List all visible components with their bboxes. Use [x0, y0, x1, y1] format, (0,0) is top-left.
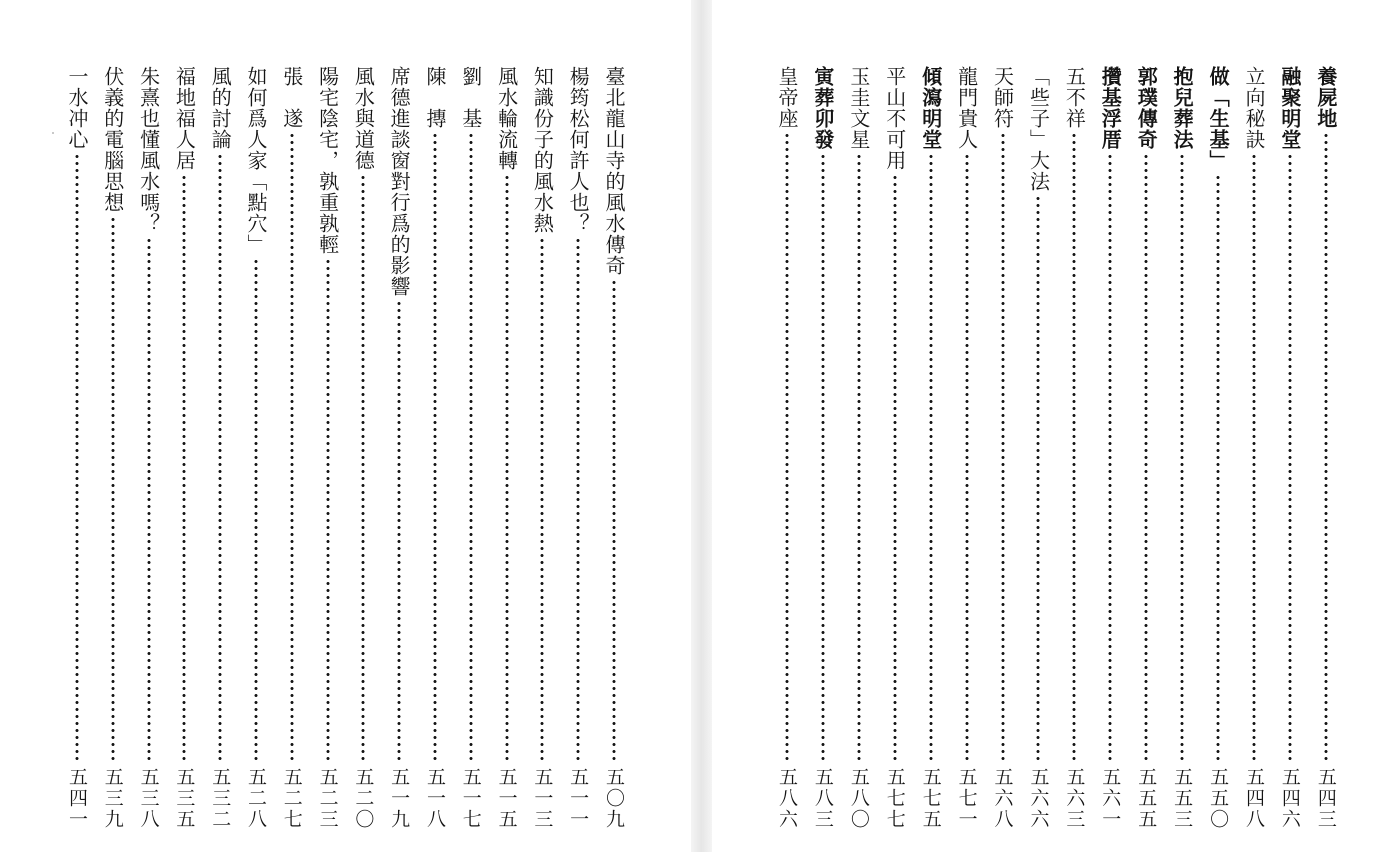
- dot-leader: [540, 237, 544, 763]
- toc-entry-title: 「些子」大法: [1026, 66, 1051, 192]
- dot-leader: [147, 237, 151, 763]
- toc-entry[interactable]: [458, 66, 484, 830]
- toc-entry[interactable]: [529, 66, 555, 830]
- toc-entry-title: 陳 摶: [422, 66, 447, 129]
- dot-leader: [254, 258, 258, 763]
- dot-leader: [469, 132, 473, 763]
- toc-entry-title: 臺北龍山寺的風水傳奇: [601, 66, 626, 276]
- dot-leader: [433, 132, 437, 763]
- toc-entry-title: 風水輪流轉: [494, 66, 519, 171]
- toc-entry[interactable]: [1133, 66, 1159, 830]
- toc-entry-page-number: 五四八: [1242, 767, 1265, 830]
- dot-leader: [182, 174, 186, 763]
- toc-entry[interactable]: [171, 66, 197, 830]
- toc-entry[interactable]: [810, 66, 836, 830]
- right-page: [712, 0, 1381, 852]
- toc-entry-title: 張 遂: [279, 66, 304, 129]
- toc-entry-page-number: 五三九: [101, 767, 124, 830]
- toc-entry-title: 知識份子的風水熱: [530, 66, 555, 234]
- toc-entry[interactable]: [315, 66, 341, 830]
- toc-entry[interactable]: [1313, 66, 1339, 830]
- dot-leader: [1216, 174, 1220, 763]
- toc-entry-title: 郭璞傳奇: [1134, 66, 1159, 150]
- toc-entry[interactable]: [846, 66, 872, 830]
- dot-leader: [1180, 153, 1184, 763]
- toc-entry[interactable]: [207, 66, 233, 830]
- toc-entry-title: 立向秘訣: [1241, 66, 1266, 150]
- toc-entry[interactable]: [422, 66, 448, 830]
- toc-entry-page-number: 五三二: [209, 767, 232, 830]
- toc-entry-page-number: 五八三: [811, 767, 834, 830]
- toc-entry-title: 席德進談窗對行爲的影響: [387, 66, 412, 297]
- toc-entry-page-number: 五一一: [567, 767, 590, 830]
- toc-entry[interactable]: [350, 66, 376, 830]
- toc-entry-page-number: 五四三: [1314, 767, 1337, 830]
- toc-entry-title: 如何爲人家「點穴」: [243, 66, 268, 255]
- toc-entry-title: 傾瀉明堂: [918, 66, 943, 150]
- toc-entry-page-number: 五八六: [776, 767, 798, 830]
- dot-leader: [1144, 153, 1148, 763]
- toc-entry-page-number: 五六六: [1027, 767, 1050, 830]
- toc-entry-page-number: 五七五: [919, 767, 942, 830]
- toc-entry[interactable]: [494, 66, 520, 830]
- toc-entry-page-number: 五〇九: [602, 767, 625, 830]
- toc-entry-page-number: 五二七: [280, 767, 303, 830]
- dot-leader: [1072, 132, 1076, 763]
- dot-leader: [929, 153, 933, 763]
- toc-entry-page-number: 五五〇: [1207, 767, 1230, 830]
- dot-leader: [1036, 195, 1040, 763]
- toc-entry[interactable]: [279, 66, 305, 830]
- toc-entry[interactable]: [774, 66, 800, 830]
- dot-leader: [326, 258, 330, 763]
- toc-entry-title: 養屍地: [1313, 66, 1338, 129]
- dot-leader: [576, 237, 580, 763]
- dot-leader: [361, 174, 365, 763]
- dot-leader: [75, 153, 79, 763]
- toc-entry[interactable]: [954, 66, 980, 830]
- toc-entry-page-number: 五六三: [1063, 767, 1086, 830]
- toc-column-list: [64, 66, 627, 830]
- toc-entry-page-number: 五一七: [459, 767, 482, 830]
- toc-entry-page-number: 五七一: [955, 767, 978, 830]
- toc-entry-title: 做「生基」: [1206, 66, 1231, 171]
- toc-entry-title: 風的討論: [208, 66, 233, 150]
- dot-leader: [1252, 153, 1256, 763]
- toc-entry-title: 天師符: [990, 66, 1015, 129]
- book-gutter: [691, 0, 712, 852]
- toc-entry-page-number: 五四六: [1278, 767, 1301, 830]
- toc-entry-page-number: 五四一: [66, 767, 88, 830]
- toc-entry-title: 抱兒葬法: [1170, 66, 1195, 150]
- toc-entry[interactable]: [1097, 66, 1123, 830]
- toc-entry-title: 朱熹也懂風水嗎？: [136, 66, 161, 234]
- toc-entry[interactable]: [990, 66, 1016, 830]
- toc-entry-title: 平山不可用: [882, 66, 907, 171]
- toc-entry-title: 陽宅陰宅，孰重孰輕: [315, 66, 340, 255]
- toc-entry-page-number: 五五五: [1135, 767, 1158, 830]
- toc-entry[interactable]: [1061, 66, 1087, 830]
- toc-entry-title: 龍門貴人: [954, 66, 979, 150]
- toc-entry-title: 一水冲心: [65, 66, 89, 150]
- toc-entry-title: 福地福人居: [172, 66, 197, 171]
- toc-entry-title: 伏義的電腦思想: [100, 66, 125, 213]
- dot-leader: [1001, 132, 1005, 763]
- toc-entry-title: 五不祥: [1062, 66, 1087, 129]
- toc-entry[interactable]: [136, 66, 162, 830]
- toc-entry-page-number: 五三八: [137, 767, 160, 830]
- dot-leader: [397, 300, 401, 763]
- toc-entry-title: 皇帝座: [775, 66, 799, 129]
- paper-speck: [52, 132, 54, 134]
- toc-entry[interactable]: [1169, 66, 1195, 830]
- toc-entry[interactable]: [601, 66, 627, 830]
- toc-entry-title: 風水與道德: [351, 66, 376, 171]
- dot-leader: [218, 153, 222, 763]
- dot-leader: [505, 174, 509, 763]
- toc-entry-page-number: 五三五: [173, 767, 196, 830]
- toc-entry[interactable]: [1025, 66, 1051, 830]
- toc-entry[interactable]: [565, 66, 591, 830]
- toc-entry-page-number: 五一八: [423, 767, 446, 830]
- dot-leader: [111, 216, 115, 763]
- toc-entry-title: 楊筠松何許人也？: [566, 66, 591, 234]
- dot-leader: [290, 132, 294, 763]
- toc-entry-page-number: 五八〇: [847, 767, 870, 830]
- toc-entry-page-number: 五一九: [388, 767, 411, 830]
- toc-entry[interactable]: [386, 66, 412, 830]
- dot-leader: [821, 153, 825, 763]
- dot-leader: [965, 153, 969, 763]
- toc-entry-title: 融聚明堂: [1277, 66, 1302, 150]
- toc-entry[interactable]: [1277, 66, 1303, 830]
- toc-entry[interactable]: [243, 66, 269, 830]
- dot-leader: [1108, 153, 1112, 763]
- toc-column-list: [774, 66, 1339, 830]
- toc-entry-title: 玉圭文星: [846, 66, 871, 150]
- dot-leader: [612, 279, 616, 763]
- toc-entry[interactable]: [1241, 66, 1267, 830]
- toc-entry[interactable]: [1205, 66, 1231, 830]
- toc-entry[interactable]: [64, 66, 90, 830]
- toc-entry-title: 劉 基: [458, 66, 483, 129]
- toc-entry-page-number: 五二八: [244, 767, 267, 830]
- dot-leader: [1288, 153, 1292, 763]
- dot-leader: [1324, 132, 1328, 763]
- toc-entry[interactable]: [100, 66, 126, 830]
- toc-entry-page-number: 五六一: [1099, 767, 1122, 830]
- dot-leader: [893, 174, 897, 763]
- toc-entry-title: 寅葬卯發: [810, 66, 835, 150]
- toc-entry[interactable]: [882, 66, 908, 830]
- toc-entry-page-number: 五二三: [316, 767, 339, 830]
- toc-entry-page-number: 五一五: [495, 767, 518, 830]
- toc-entry-page-number: 五六八: [991, 767, 1014, 830]
- dot-leader: [785, 132, 789, 763]
- toc-entry[interactable]: [918, 66, 944, 830]
- toc-entry-page-number: 五七七: [883, 767, 906, 830]
- toc-entry-page-number: 五二〇: [352, 767, 375, 830]
- dot-leader: [857, 153, 861, 763]
- toc-entry-page-number: 五一三: [531, 767, 554, 830]
- toc-entry-page-number: 五五三: [1171, 767, 1194, 830]
- toc-entry-title: 攢基浮厝: [1098, 66, 1123, 150]
